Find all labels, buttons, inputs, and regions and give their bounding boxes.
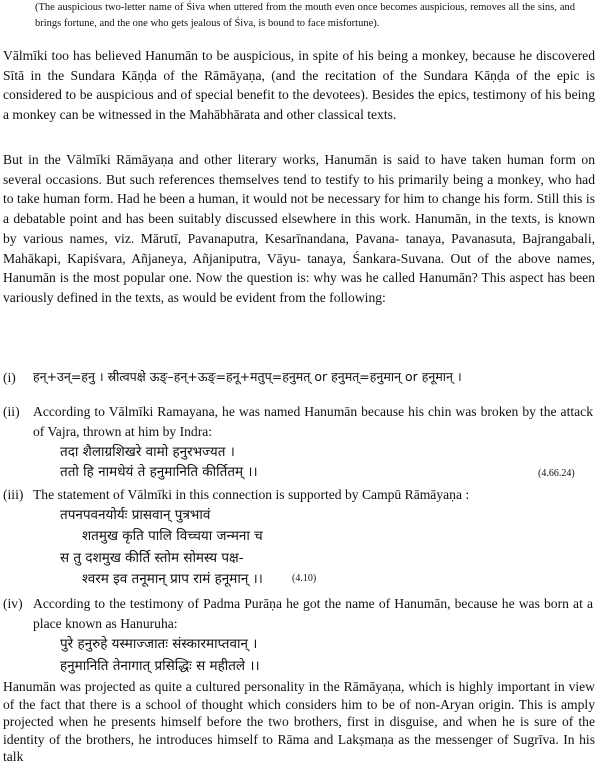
list-text: According to the testimony of Padma Purāṇa he got the name of Hanumān, because he was born at a place known as Hanuruha: [33,596,593,631]
quote-translation: (The auspicious two-letter name of Śiva when uttered from the mouth even once becomes auspicious, removes all the sins, and brings fortune, and the one who gets jealous of Śiva, is bound to face misfortune). [35,2,575,29]
sanskrit-verse: तदा शैलाग्रशिखरे वामो हनुरभज्यत । [60,444,235,460]
list-item-iv [3,594,595,636]
list-number: (i) [3,370,16,385]
sanskrit-verse: तपनपवनयोर्यः प्रासवान् पुत्रभावं [60,507,211,523]
paragraph-valmiki: Vālmīki too has believed Hanumān to be auspicious, in spite of his being a monkey, because he discovered Sītā in the Sundara Kāṇḍa of the Rāmāyaṇa, (and the recitation of the Sundara Kāṇḍa of the epic is considered to be auspicious and of special benefit to the devotees). Besides the epics, testimony of his being a monkey can be witnessed in the Mahābhārata and other classical texts. [3,48,595,123]
list-text: According to Vālmīki Ramayana, he was named Hanumān because his chin was broken by the attack of Vajra, thrown at him by Indra: [33,404,593,439]
list-item-iii [3,485,595,507]
etymology-formula: हन्+उन्=हनु । स्रीत्वपक्षे ऊङ्–हन्+ऊङ्=हनू+मतुप्=हनुमत् or हनुमत्=हनुमान् or हनूमान् । [33,369,462,384]
list-item-ii [3,402,595,444]
verse-reference: (4.66.24) [538,468,575,479]
paragraph-cultured-personality: Hanumān was projected as quite a cultured personality in the Rāmāyaṇa, which is highly important in view of the fact that there is a school of thought which considers him to be of non-Aryan origin. This is amply projected when he presents himself before the two brothers, first in disguise, and when he is sure of the identity of the brothers, he introduces himself to Rāma and Lakṣmaṇa as the messenger of Sugrīva. In his talk [3,679,595,764]
list-number: (iii) [3,487,24,502]
sanskrit-verse: स तु दशमुख कीर्ति स्तोम सोमस्य पक्ष- [60,550,244,566]
list-text: The statement of Vālmīki in this connection is supported by Campū Rāmāyaṇa : [33,487,470,502]
list-number: (ii) [3,404,20,419]
sanskrit-verse: शतमुख कृति पालि विच्चया जन्मना च [82,528,263,544]
list-number: (iv) [3,596,23,611]
sanskrit-verse: श्वरम इव तनूमान् प्राप रामं हनूमान् ।। [82,571,263,587]
sanskrit-verse: हनुमानिति तेनागात् प्रसिद्धिः स महीतले ।। [60,658,260,674]
verse-reference: (4.10) [292,573,317,584]
sanskrit-verse: पुरे हनुरुहे यस्माज्जातः संस्कारमाप्तवान् । [60,636,258,652]
sanskrit-verse: ततो हि नामधेयं ते हनुमानिति कीर्तितम् ।। [60,464,258,480]
paragraph-human-form: But in the Vālmīki Rāmāyaṇa and other literary works, Hanumān is said to have taken human form on several occasions. But such references themselves tend to testify to his primarily being a monkey, who had to take human form. Had he been a human, it would not be necessary for him to change his form. Still this is a debatable point and has been suitably discussed elsewhere in this work. Hanumān, in the texts, is known by various names, viz. Mārutī, Pavanaputra, Kesarīnandana, Pavana- tanaya, Pavanasuta, Bajrangabali, Mahākapi, Kapiśvara, Añjaneya, Añjaniputra, Vāyu- tanaya, Śankara-Suvana. Out of the above names, Hanumān is the most popular one. Now the question is: why was he called Hanumān? This aspect has been variously defined in the texts, as would be evident from the following: [3,152,595,305]
